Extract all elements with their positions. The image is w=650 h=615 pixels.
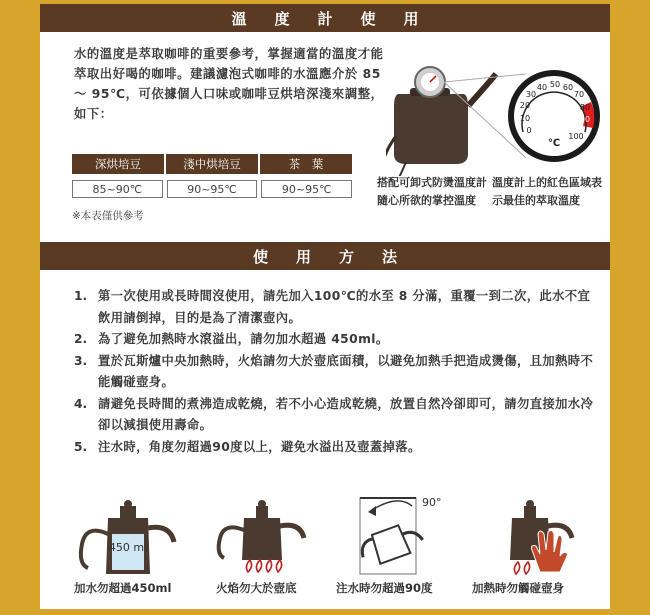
step-text: 第一次使用或長時間沒使用，請先加入100℃的水至 8 分滿，重覆一到二次，此水不宜飲用請倒掉，目的是為了清潔壺內。 bbox=[98, 289, 591, 325]
warning-icons bbox=[40, 494, 610, 594]
gauge-label: 30 bbox=[525, 90, 537, 99]
section-title-thermometer bbox=[40, 4, 610, 32]
step-text: 請避免長時間的煮沸造成乾燒，若不小心造成乾燒，放置自然冷卻即可，請勿直接加水冷卻以減損使用壽命。 bbox=[98, 396, 594, 432]
thermometer-panel bbox=[40, 32, 610, 242]
caption-red-zone: 溫度計上的紅色區域表示最佳的萃取溫度 bbox=[492, 176, 602, 207]
table-cell: 90~95℃ bbox=[261, 180, 352, 198]
usage-panel bbox=[40, 270, 610, 609]
gauge-label: 100 bbox=[568, 132, 584, 141]
pour-angle-icon bbox=[348, 494, 458, 578]
gauge-label: 70 bbox=[573, 90, 585, 99]
title-char: 使 bbox=[360, 9, 376, 28]
section-title-usage bbox=[40, 242, 610, 270]
table-header: 深烘培豆 bbox=[72, 154, 164, 174]
step-text: 注水時，角度勿超過90度以上，避免水溢出及壺蓋掉落。 bbox=[98, 439, 421, 454]
flame-kettle-icon bbox=[212, 494, 312, 578]
step-text: 置於瓦斯爐中央加熱時，火焰請勿大於壺底面積，以避免加熱手把造成燙傷，且加熱時不能觸碰壺身。 bbox=[98, 353, 594, 389]
title-char: 使 bbox=[252, 247, 268, 266]
intro-text: 水的溫度是萃取咖啡的重要參考，掌握適當的溫度才能萃取出好喝的咖啡。建議濾泡式咖啡的水溫應介於 85 ～ 95℃，可依據個人口味或咖啡豆烘培深淺來調整，如下： bbox=[74, 47, 384, 121]
table-header: 茶 葉 bbox=[260, 154, 352, 174]
gauge-label: 60 bbox=[562, 83, 574, 92]
step-number: 1. bbox=[74, 289, 88, 303]
step-number: 3. bbox=[74, 353, 88, 368]
step-number: 2. bbox=[74, 332, 88, 346]
list-item bbox=[74, 286, 594, 329]
gauge-label: 0 bbox=[526, 126, 532, 135]
title-char: 溫 bbox=[231, 9, 247, 28]
table-note: ※本表僅供參考 bbox=[72, 210, 144, 222]
gauge-label: 10 bbox=[519, 114, 531, 123]
icon-label: 火焰勿大於壺底 bbox=[216, 581, 297, 595]
list-item bbox=[74, 351, 594, 394]
table-header: 淺中烘培豆 bbox=[166, 154, 258, 174]
kettle-icon bbox=[386, 67, 496, 176]
gauge-label: 50 bbox=[549, 80, 561, 89]
step-number: 4. bbox=[74, 396, 88, 411]
list-item bbox=[74, 437, 594, 459]
kettle-thermometer-illustration bbox=[386, 66, 601, 176]
icon-label: 加水勿超過450ml bbox=[74, 581, 172, 595]
table-cell: 90~95℃ bbox=[167, 180, 258, 198]
gauge-label: 40 bbox=[536, 83, 548, 92]
roast-temperature-table bbox=[72, 154, 352, 198]
water-level-kettle-icon bbox=[78, 494, 178, 578]
table-cell: 85~90℃ bbox=[72, 180, 163, 198]
title-char: 計 bbox=[317, 9, 333, 28]
title-char: 用 bbox=[403, 9, 419, 28]
badge-450: 450 ml bbox=[108, 541, 148, 554]
flame-icon bbox=[514, 562, 529, 574]
flame-icon bbox=[246, 560, 281, 572]
gauge-label: 20 bbox=[519, 101, 531, 110]
gauge-label: 80 bbox=[579, 103, 591, 112]
hot-touch-icon bbox=[480, 494, 580, 578]
title-char: 用 bbox=[295, 247, 311, 266]
gauge-label-red: 90 bbox=[579, 115, 591, 124]
step-number: 5. bbox=[74, 439, 88, 454]
title-char: 法 bbox=[382, 247, 398, 266]
list-item bbox=[74, 394, 594, 437]
icon-label: 加熱時勿觸碰壺身 bbox=[472, 581, 564, 595]
icon-label: 注水時勿超過90度 bbox=[336, 581, 433, 595]
list-item bbox=[74, 329, 594, 351]
gauge-unit: ℃ bbox=[547, 138, 561, 149]
usage-steps bbox=[74, 286, 594, 458]
step-text: 為了避免加熱時水滾溢出，請勿加水超過 450ml。 bbox=[98, 332, 389, 346]
angle-badge: 90° bbox=[422, 496, 442, 509]
title-char: 方 bbox=[339, 247, 355, 266]
caption-thermometer: 搭配可卸式防燙溫度計隨心所欲的掌控溫度 bbox=[377, 176, 487, 207]
title-char: 度 bbox=[274, 9, 290, 28]
